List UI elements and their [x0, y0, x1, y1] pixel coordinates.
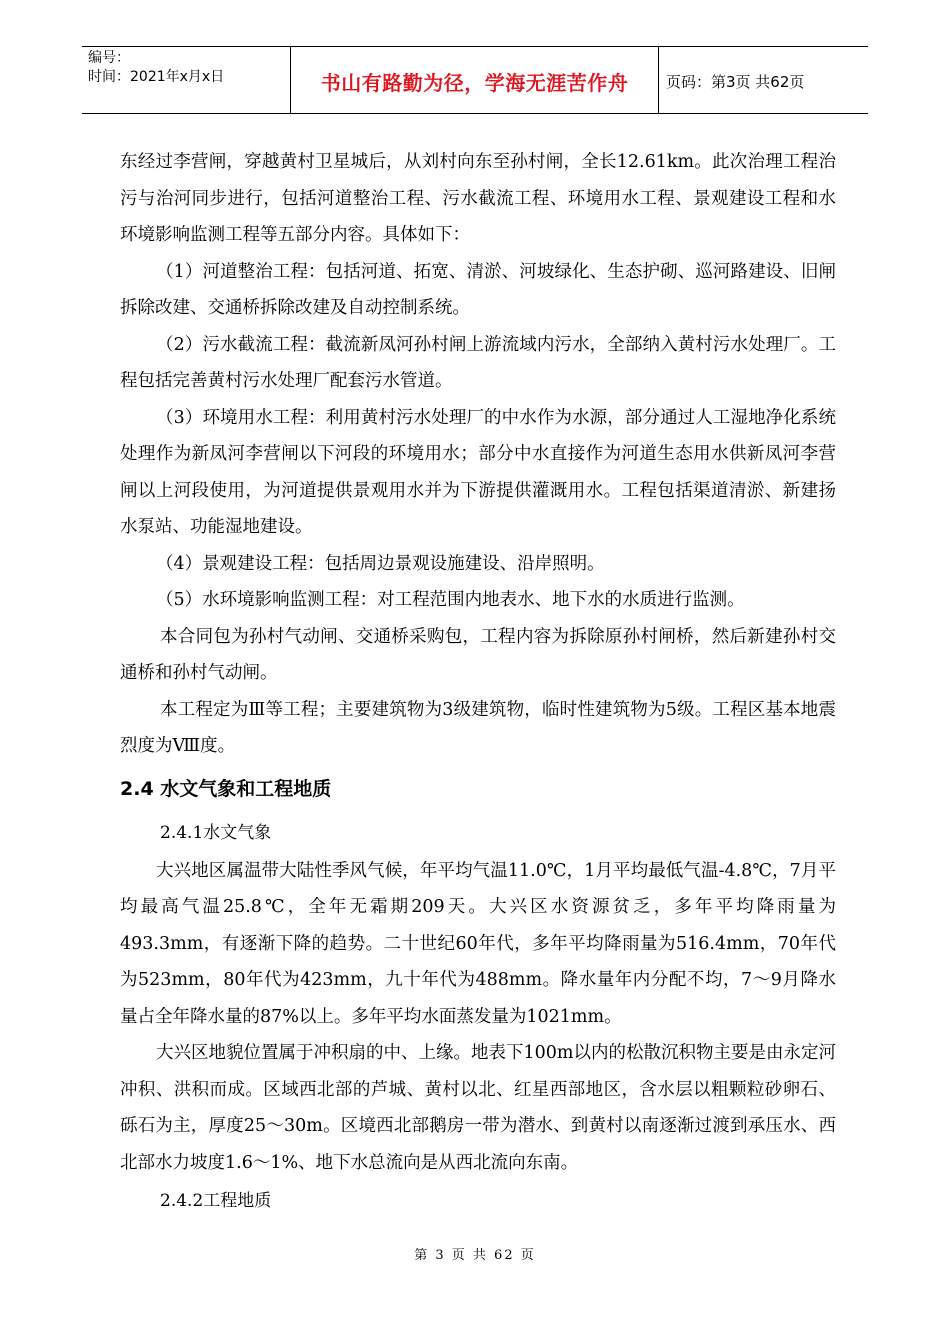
list-item: （4）景观建设工程：包括周边景观设施建设、沿岸照明。 — [156, 553, 605, 574]
list-item: （3）环境用水工程：利用黄村污水处理厂的中水作为水源，部分通过人工湿地净化系统处理作为新凤河李营闸以下河段的环境用水；部分中水直接作为河道生态用水供新凤河李营闸以上河段使用，为河道提供景观用水并为下游提供灌溉用水。工程包括渠道清淤、新建扬水泵站、功能湿地建设。 — [120, 407, 836, 537]
header-meta — [88, 49, 224, 87]
section-heading: 2.4 水文气象和工程地质 — [120, 777, 332, 800]
paragraph: 大兴区地貌位置属于冲积扇的中、上缘。地表下100m以内的松散沉积物主要是由永定河冲积、洪积而成。区域西北部的芦城、黄村以北、红星西部地区，含水层以粗颗粒砂卵石、砾石为主，厚度25～30m。区境西北部鹅房一带为潜水、到黄村以南逐渐过渡到承压水、西北部水力坡度1.6～1%、地下水总流向是从西北流向东南。 — [120, 1043, 836, 1173]
page-header — [82, 46, 868, 114]
subsection-heading: 2.4.2工程地质 — [160, 1191, 272, 1211]
paragraph: 本合同包为孙村气动闸、交通桥采购包，工程内容为拆除原孙村闸桥，然后新建孙村交通桥和孙村气动闸。 — [120, 626, 836, 683]
document-body — [120, 144, 836, 1221]
paragraph: 东经过李营闸，穿越黄村卫星城后，从刘村向东至孙村闸，全长12.61km。此次治理工程治污与治河同步进行，包括河道整治工程、污水截流工程、环境用水工程、景观建设工程和水环境影响监测工程等五部分内容。具体如下： — [120, 152, 836, 245]
page-footer: 第 3 页 共 62 页 — [414, 1248, 536, 1263]
list-item: （2）污水截流工程：截流新凤河孙村闸上游流域内污水，全部纳入黄村污水处理厂。工程包括完善黄村污水处理厂配套污水管道。 — [120, 334, 836, 391]
paragraph: 大兴地区属温带大陆性季风气候，年平均气温11.0℃，1月平均最低气温-4.8℃，7月平均最高气温25.8℃，全年无霜期209天。大兴区水资源贫乏，多年平均降雨量为493.3mm，有逐渐下降的趋势。二十世纪60年代，多年平均降雨量为516.4mm，70年代为523mm，80年代为423mm，九十年代为488mm。降水量年内分配不均，7～9月降水量占全年降水量的87%以上。多年平均水面蒸发量为1021mm。 — [120, 860, 836, 1027]
header-divider — [658, 47, 659, 113]
paragraph: 本工程定为Ⅲ等工程；主要建筑物为3级建筑物，临时性建筑物为5级。工程区基本地震烈度为Ⅷ度。 — [120, 699, 836, 756]
time-label: 时间：2021年x月x日 — [88, 69, 225, 85]
header-page-label: 页码：第3页 共62页 — [666, 73, 805, 91]
number-label: 编号： — [88, 50, 130, 66]
list-item: （5）水环境影响监测工程：对工程范围内地表水、地下水的水质进行监测。 — [156, 590, 745, 610]
header-motto: 书山有路勤为径，学海无涯苦作舟 — [320, 71, 629, 95]
list-item: （1）河道整治工程：包括河道、拓宽、清淤、河坡绿化、生态护砌、巡河路建设、旧闸拆除改建、交通桥拆除改建及自动控制系统。 — [120, 261, 836, 318]
subsection-heading: 2.4.1水文气象 — [160, 822, 272, 843]
